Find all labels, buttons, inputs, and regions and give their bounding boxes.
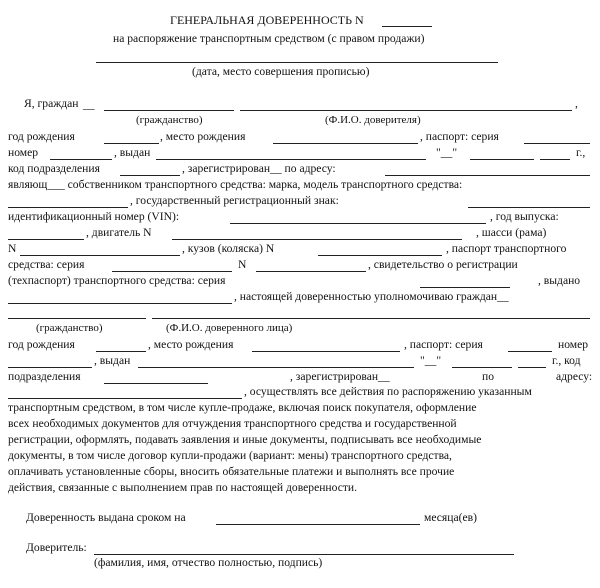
attorney-address-label: адресу: [556, 370, 593, 383]
engine-number-field[interactable] [172, 239, 462, 240]
vin-label: идентификационный номер (VIN): [8, 210, 180, 223]
attorney-quote-date: "__" [420, 354, 442, 367]
techpassport-label: (техпаспорт) транспортного средства: серия [8, 274, 226, 287]
chassis-label: , шасси (рама) [476, 226, 547, 239]
birth-place-label: , место рождения [160, 130, 246, 143]
comma: , [575, 97, 578, 110]
attorney-citizenship-hint: (гражданство) [36, 322, 103, 334]
principal-signature-field[interactable] [94, 554, 514, 555]
passport-series-label: , паспорт: серия [420, 130, 499, 143]
attorney-year-code-label: г., код [552, 354, 581, 367]
birth-year-field[interactable] [104, 143, 159, 144]
principal-citizenship-hint: (гражданство) [136, 114, 203, 126]
principal-address-field[interactable] [385, 175, 590, 176]
issue-month-field[interactable] [470, 159, 534, 160]
powers-line-6: оплачивать установленные сборы, вносить обязательные платежи и выполнять все прочие [8, 465, 455, 478]
document-subtitle: на распоряжение транспортным средством (с правом продажи) [113, 32, 425, 45]
engine-label: , двигатель N [86, 226, 152, 239]
signature-hint: (фамилия, имя, отчество полностью, подпись) [94, 556, 323, 569]
passport-series-field[interactable] [524, 143, 590, 144]
attorney-passport-series-label: , паспорт: серия [404, 338, 483, 351]
attorney-passport-number-field[interactable] [8, 367, 92, 368]
state-reg-sign-label: , государственный регистрационный знак: [130, 194, 339, 207]
attorney-birth-year-label: год рождения [8, 338, 75, 351]
year-abbr: г., [576, 146, 586, 159]
issued-by-field[interactable] [156, 159, 426, 160]
principal-fio-field[interactable] [240, 110, 572, 111]
authorize-label: , настоящей доверенностью уполномочиваю граждан__ [234, 290, 509, 303]
principal-citizenship-field[interactable] [104, 110, 234, 111]
attorney-division-label: подразделения [8, 370, 81, 383]
attorney-at-label: по [482, 370, 495, 383]
vehicle-model-field[interactable] [8, 207, 128, 208]
powers-line-3: всех необходимых документов для отчуждения транспортного средства и государственной [8, 417, 457, 430]
principal-signature-label: Доверитель: [26, 541, 87, 554]
division-code-field[interactable] [120, 175, 180, 176]
attorney-issue-month-field[interactable] [452, 367, 512, 368]
attorney-birth-place-field[interactable] [252, 351, 400, 352]
chassis-n-label: N [8, 242, 17, 255]
state-reg-sign-field[interactable] [468, 207, 590, 208]
issue-year-field[interactable] [540, 159, 570, 160]
attorney-address-field[interactable] [8, 398, 242, 399]
attorney-fio-hint: (Ф.И.О. доверенного лица) [166, 322, 293, 334]
vehicle-passport-number-field[interactable] [256, 271, 366, 272]
document-title: ГЕНЕРАЛЬНАЯ ДОВЕРЕННОСТЬ N [170, 13, 364, 27]
quote-date: "__" [436, 146, 458, 159]
issued-label: , выдан [114, 146, 151, 159]
gender-suffix-blank: __ [83, 98, 95, 111]
registered-at-label: , зарегистрирован__ по адресу: [182, 162, 336, 175]
attorney-passport-series-field[interactable] [508, 351, 552, 352]
attorney-issued-label: , выдан [94, 354, 131, 367]
attorney-number-label: номер [558, 338, 589, 351]
attorney-birth-year-field[interactable] [96, 351, 146, 352]
techpassport-issued-by-field[interactable] [8, 303, 232, 304]
release-year-field[interactable] [8, 239, 84, 240]
months-label: месяца(ев) [424, 511, 477, 524]
powers-line-1: , осуществлять все действия по распоряжению указанным [244, 385, 532, 398]
body-number-label: , кузов (коляска) N [182, 242, 275, 255]
powers-line-4: регистрации, оформлять, подавать заявления и иные документы, подписывать все необходимые [8, 433, 482, 446]
date-place-hint: (дата, место совершения прописью) [192, 65, 370, 78]
attorney-registered-label: , зарегистрирован__ [290, 370, 390, 383]
validity-term-field[interactable] [216, 524, 420, 525]
attorney-issue-year-field[interactable] [518, 367, 546, 368]
attorney-citizenship-field[interactable] [8, 318, 146, 319]
validity-label: Доверенность выдана сроком на [26, 511, 186, 524]
vehicle-passport-label: , паспорт транспортного [446, 242, 567, 255]
birth-year-label: год рождения [8, 130, 75, 143]
principal-fio-hint: (Ф.И.О. доверителя) [325, 114, 421, 126]
powers-line-2: транспортным средством, в том числе купле-продаже, включая поиск покупателя, оформление [8, 401, 477, 414]
release-year-label: , год выпуска: [490, 210, 559, 223]
passport-number-label: номер [8, 146, 39, 159]
principal-intro: Я, граждан [24, 97, 79, 110]
vehicle-series-field[interactable] [112, 271, 232, 272]
division-code-label: код подразделения [8, 162, 100, 175]
techpassport-series-field[interactable] [420, 287, 510, 288]
passport-number-field[interactable] [50, 159, 112, 160]
vin-field[interactable] [230, 223, 486, 224]
attorney-fio-field[interactable] [152, 318, 590, 319]
registration-cert-label: , свидетельство о регистрации [368, 258, 518, 271]
owner-label: являющ___ собственником транспортного средства: марка, модель транспортного средства: [8, 178, 463, 191]
document-number-field[interactable] [382, 26, 432, 27]
chassis-number-field[interactable] [20, 255, 180, 256]
body-number-field[interactable] [318, 255, 442, 256]
attorney-division-code-field[interactable] [104, 383, 208, 384]
vehicle-series-label: средства: серия [8, 258, 85, 271]
date-place-field[interactable] [96, 62, 498, 63]
powers-line-7: действия, связанные с выполнением прав по настоящей доверенности. [8, 481, 358, 494]
birth-place-field[interactable] [273, 143, 418, 144]
issued-short-label: , выдано [538, 274, 581, 287]
attorney-birth-place-label: , место рождения [148, 338, 234, 351]
vehicle-n-label: N [238, 258, 247, 271]
powers-line-5: документы, в том числе договор купли-продажи (вариант: мены) транспортного средства, [8, 449, 452, 462]
attorney-issued-by-field[interactable] [138, 367, 414, 368]
